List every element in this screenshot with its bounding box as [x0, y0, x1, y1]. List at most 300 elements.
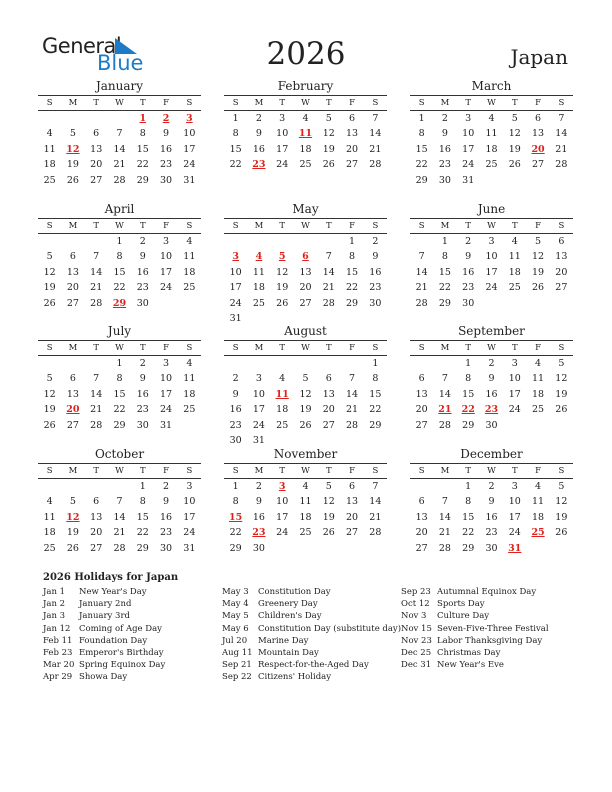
day: 20: [90, 527, 103, 539]
holiday-date: Jul 20: [222, 635, 248, 646]
day: 10: [276, 128, 289, 140]
day: 27: [532, 159, 545, 171]
day: 25: [508, 282, 521, 294]
day: 9: [139, 251, 146, 263]
day: 15: [113, 266, 126, 278]
day: 6: [558, 236, 565, 247]
day: 31: [229, 312, 242, 324]
holiday-name: Coming of Age Day: [79, 623, 162, 634]
month-august: [224, 324, 387, 448]
month-october: [38, 447, 201, 556]
day: 23: [160, 527, 173, 539]
day: 6: [69, 373, 76, 385]
day: 26: [66, 542, 79, 554]
weekday-label: S: [372, 343, 379, 353]
holiday-row: [401, 659, 549, 671]
day: 15: [369, 388, 382, 400]
day: 23: [369, 282, 382, 294]
holiday-date: Jan 12: [43, 623, 71, 634]
day: 1: [465, 358, 472, 369]
day: 4: [46, 496, 53, 508]
day: 24: [508, 404, 521, 416]
day: 17: [160, 388, 173, 400]
day: 19: [555, 388, 568, 400]
day: 29: [462, 542, 475, 554]
day: 29: [346, 297, 359, 309]
empty-cell: [317, 356, 340, 371]
day: 14: [322, 266, 335, 278]
day: 28: [369, 159, 382, 171]
weekday-label: T: [93, 466, 100, 476]
holiday-day: 20: [531, 143, 545, 155]
day: 20: [415, 404, 428, 416]
holiday-day: 3: [186, 113, 193, 124]
empty-cell: [271, 234, 294, 249]
day: 22: [369, 404, 382, 416]
empty-cell: [108, 111, 131, 126]
day: 24: [160, 282, 173, 294]
empty-cell: [38, 356, 61, 371]
holiday-name: Showa Day: [79, 672, 128, 683]
logo-text-blue: Blue: [97, 51, 144, 75]
day: 14: [369, 128, 382, 140]
day: 16: [252, 511, 265, 523]
month-title: September: [458, 324, 525, 338]
weekday-header: [224, 218, 387, 234]
day: 1: [465, 481, 472, 492]
day: 25: [43, 174, 56, 186]
day: 16: [462, 266, 475, 278]
day: 27: [322, 419, 335, 431]
day: 22: [113, 404, 126, 416]
month-title: December: [460, 447, 523, 461]
day: 17: [508, 388, 521, 400]
weekday-label: F: [535, 466, 542, 476]
empty-cell: [108, 479, 131, 494]
empty-cell: [85, 234, 108, 249]
day: 20: [322, 404, 335, 416]
day: 28: [346, 419, 359, 431]
day: 11: [532, 496, 545, 508]
day: 30: [229, 434, 242, 446]
day: 18: [508, 266, 521, 278]
holiday-date: Jan 1: [43, 587, 66, 597]
day: 3: [163, 236, 170, 247]
day: 31: [252, 434, 265, 446]
empty-cell: [410, 234, 433, 249]
holiday-row: [43, 671, 165, 683]
empty-cell: [61, 479, 84, 494]
day: 22: [462, 527, 475, 539]
day: 15: [415, 143, 428, 155]
day: 28: [369, 527, 382, 539]
holiday-date: May 4: [222, 599, 249, 610]
weekday-label: F: [535, 221, 542, 231]
day: 24: [508, 527, 521, 539]
day: 20: [66, 282, 79, 294]
day: 15: [462, 388, 475, 400]
weekday-label: S: [232, 343, 239, 353]
day: 18: [299, 143, 312, 155]
weekday-label: T: [139, 221, 146, 231]
weekday-label: T: [465, 466, 472, 476]
empty-cell: [294, 234, 317, 249]
day: 7: [372, 113, 379, 124]
day: 26: [508, 159, 521, 171]
empty-cell: [247, 356, 270, 371]
day: 17: [462, 143, 475, 155]
day: 12: [555, 496, 568, 508]
day: 14: [113, 511, 126, 523]
day: 25: [43, 542, 56, 554]
day: 17: [252, 404, 265, 416]
month-march: [410, 79, 573, 188]
day: 6: [69, 251, 76, 263]
logo-text-general: General: [42, 34, 122, 58]
day: 6: [93, 128, 100, 140]
empty-cell: [294, 356, 317, 371]
empty-cell: [61, 234, 84, 249]
day: 13: [299, 266, 312, 278]
day: 23: [462, 282, 475, 294]
day: 13: [415, 511, 428, 523]
day: 25: [183, 404, 196, 416]
day: 5: [511, 113, 518, 124]
day: 3: [255, 373, 262, 385]
weekday-label: S: [418, 98, 425, 108]
day: 1: [372, 358, 379, 369]
day: 18: [183, 266, 196, 278]
holiday-day: 31: [508, 542, 522, 554]
weekday-label: T: [139, 343, 146, 353]
holiday-day: 23: [484, 404, 499, 416]
empty-cell: [433, 356, 456, 371]
day: 29: [369, 419, 382, 431]
day: 4: [511, 236, 518, 247]
weekday-label: S: [372, 221, 379, 231]
weekday-header: [410, 95, 573, 111]
day: 12: [43, 388, 56, 400]
holiday-name: Sports Day: [437, 599, 485, 610]
day: 23: [160, 159, 173, 171]
day: 26: [322, 159, 335, 171]
holiday-name: Autumnal Equinox Day: [437, 587, 537, 597]
day: 7: [116, 496, 123, 508]
weekday-label: W: [115, 98, 124, 108]
month-title: January: [95, 79, 144, 93]
weekday-label: T: [511, 343, 518, 353]
weekday-label: W: [487, 221, 496, 231]
day: 8: [441, 251, 448, 263]
day: 16: [136, 266, 149, 278]
day: 7: [558, 113, 565, 124]
day: 8: [418, 128, 425, 140]
day: 14: [438, 511, 451, 523]
weekday-label: T: [139, 466, 146, 476]
day: 29: [462, 419, 475, 431]
weekday-label: T: [465, 98, 472, 108]
day: 18: [485, 143, 498, 155]
day: 26: [43, 419, 56, 431]
day: 22: [229, 159, 242, 171]
weekday-label: M: [440, 221, 450, 231]
empty-cell: [247, 234, 270, 249]
day: 10: [485, 251, 498, 263]
day-grid: [38, 479, 201, 556]
day: 23: [136, 282, 149, 294]
day: 30: [252, 542, 265, 554]
holiday-date: Dec 25: [401, 647, 432, 658]
day: 20: [90, 159, 103, 171]
weekday-label: T: [279, 466, 286, 476]
day: 31: [160, 419, 173, 431]
day: 20: [415, 527, 428, 539]
day: 24: [462, 159, 475, 171]
day: 8: [232, 128, 239, 140]
weekday-label: W: [487, 98, 496, 108]
day: 25: [299, 527, 312, 539]
day: 10: [160, 251, 173, 263]
day: 9: [163, 496, 170, 508]
weekday-label: W: [301, 98, 310, 108]
day: 22: [113, 282, 126, 294]
weekday-header: [410, 463, 573, 479]
day: 12: [276, 266, 289, 278]
day: 7: [93, 373, 100, 385]
month-june: [410, 202, 573, 311]
holiday-day: 15: [229, 511, 243, 523]
holiday-name: Respect-for-the-Aged Day: [258, 660, 369, 671]
day: 5: [535, 236, 542, 247]
day: 18: [299, 511, 312, 523]
holiday-row: [401, 623, 549, 635]
day: 15: [136, 511, 149, 523]
day: 4: [535, 358, 542, 369]
holiday-column: [401, 586, 549, 671]
day: 10: [160, 373, 173, 385]
day: 20: [346, 143, 359, 155]
holiday-row: [222, 659, 401, 671]
day: 2: [163, 481, 170, 492]
holiday-name: New Year's Eve: [437, 660, 504, 671]
holiday-date: Oct 12: [401, 599, 430, 610]
day: 5: [558, 481, 565, 492]
day: 31: [462, 174, 475, 186]
weekday-label: M: [440, 343, 450, 353]
weekday-label: S: [232, 221, 239, 231]
day: 1: [441, 236, 448, 247]
day: 27: [415, 419, 428, 431]
day: 10: [252, 388, 265, 400]
day: 26: [43, 297, 56, 309]
weekday-label: W: [301, 466, 310, 476]
day: 16: [229, 404, 242, 416]
day: 8: [465, 496, 472, 508]
day: 7: [372, 481, 379, 492]
day: 21: [113, 159, 126, 171]
day: 23: [438, 159, 451, 171]
holiday-name: Seven-Five-Three Festival: [437, 623, 549, 634]
day-grid: [224, 479, 387, 556]
holiday-day: 3: [278, 481, 286, 492]
day: 8: [116, 251, 123, 263]
day: 5: [69, 128, 76, 140]
day: 27: [66, 297, 79, 309]
day: 13: [346, 496, 359, 508]
weekday-label: T: [511, 98, 518, 108]
day: 25: [276, 419, 289, 431]
day: 29: [113, 419, 126, 431]
day: 21: [555, 143, 568, 155]
day: 31: [183, 174, 196, 186]
weekday-label: S: [186, 98, 193, 108]
day: 27: [66, 419, 79, 431]
holiday-day: 11: [275, 388, 289, 400]
month-april: [38, 202, 201, 311]
day: 16: [160, 143, 173, 155]
day: 27: [299, 297, 312, 309]
day: 8: [349, 251, 356, 263]
day: 9: [441, 128, 448, 140]
month-title: May: [292, 202, 319, 216]
day: 8: [232, 496, 239, 508]
day: 26: [322, 527, 335, 539]
month-february: [224, 79, 387, 173]
weekday-header: [224, 95, 387, 111]
day: 19: [43, 282, 56, 294]
day: 19: [322, 143, 335, 155]
day: 14: [415, 266, 428, 278]
day: 17: [485, 266, 498, 278]
holiday-row: [43, 586, 165, 598]
holiday-row: [222, 671, 401, 683]
day: 4: [302, 481, 309, 492]
day: 30: [369, 297, 382, 309]
day: 22: [438, 282, 451, 294]
day: 23: [136, 404, 149, 416]
holiday-day: 3: [232, 251, 239, 263]
day: 24: [485, 282, 498, 294]
holiday-row: [222, 635, 401, 647]
weekday-header: [38, 95, 201, 111]
day: 2: [441, 113, 448, 124]
day: 26: [532, 282, 545, 294]
holiday-row: [43, 647, 165, 659]
holiday-date: Apr 29: [43, 672, 73, 683]
day: 15: [136, 143, 149, 155]
month-title: October: [94, 447, 145, 461]
weekday-label: F: [163, 466, 170, 476]
holiday-day: 5: [278, 251, 286, 263]
day: 24: [229, 297, 242, 309]
weekday-label: M: [254, 98, 264, 108]
day: 14: [90, 388, 103, 400]
weekday-label: S: [46, 98, 53, 108]
month-title: August: [284, 324, 327, 338]
weekday-label: T: [511, 221, 518, 231]
day: 12: [555, 373, 568, 385]
day: 19: [66, 527, 79, 539]
holiday-name: Constitution Day (substitute day): [258, 623, 402, 634]
day: 29: [136, 174, 149, 186]
day: 2: [465, 236, 472, 247]
day: 26: [299, 419, 312, 431]
holiday-day: 29: [112, 297, 127, 309]
day: 2: [139, 358, 146, 369]
day: 13: [555, 251, 568, 263]
weekday-label: T: [325, 466, 332, 476]
day: 5: [558, 358, 565, 369]
day: 16: [136, 388, 149, 400]
country-title: Japan: [510, 45, 568, 69]
day: 26: [555, 404, 568, 416]
day: 28: [113, 174, 126, 186]
weekday-label: F: [163, 221, 170, 231]
holiday-row: [43, 623, 165, 635]
holiday-row: [222, 623, 401, 635]
month-title: June: [477, 202, 506, 216]
day: 29: [438, 297, 451, 309]
weekday-label: W: [115, 343, 124, 353]
weekday-label: S: [46, 343, 53, 353]
holiday-date: Jan 3: [43, 611, 66, 622]
day: 24: [160, 404, 173, 416]
weekday-label: F: [349, 98, 356, 108]
day: 3: [279, 113, 286, 124]
day: 10: [508, 496, 521, 508]
holidays-title: 2026 Holidays for Japan: [43, 572, 179, 583]
weekday-label: W: [301, 343, 310, 353]
day: 24: [276, 159, 289, 171]
day: 13: [532, 128, 545, 140]
day-grid: [410, 111, 573, 188]
day: 19: [555, 511, 568, 523]
holiday-row: [401, 635, 549, 647]
holiday-day: 20: [66, 404, 80, 416]
day: 9: [255, 128, 262, 140]
holiday-day: 11: [298, 128, 313, 140]
holiday-row: [222, 610, 401, 622]
day: 30: [438, 174, 451, 186]
weekday-label: S: [418, 221, 425, 231]
day: 7: [116, 128, 123, 140]
day: 18: [43, 159, 56, 171]
day: 16: [369, 266, 382, 278]
day: 8: [116, 373, 123, 385]
empty-cell: [410, 479, 433, 494]
day: 12: [299, 388, 312, 400]
weekday-label: W: [487, 466, 496, 476]
holiday-day: 12: [66, 143, 80, 155]
weekday-label: F: [349, 343, 356, 353]
weekday-label: T: [139, 98, 146, 108]
day: 7: [441, 496, 448, 508]
day: 15: [229, 143, 242, 155]
day: 9: [372, 251, 379, 263]
day: 15: [462, 511, 475, 523]
empty-cell: [224, 234, 247, 249]
holiday-day: 6: [302, 251, 309, 263]
month-title: April: [104, 202, 135, 216]
day: 13: [66, 266, 79, 278]
day: 30: [462, 297, 475, 309]
weekday-label: T: [465, 221, 472, 231]
weekday-label: F: [163, 98, 170, 108]
day: 4: [186, 358, 193, 369]
month-september: [410, 324, 573, 433]
day: 2: [372, 236, 379, 247]
weekday-label: S: [372, 98, 379, 108]
